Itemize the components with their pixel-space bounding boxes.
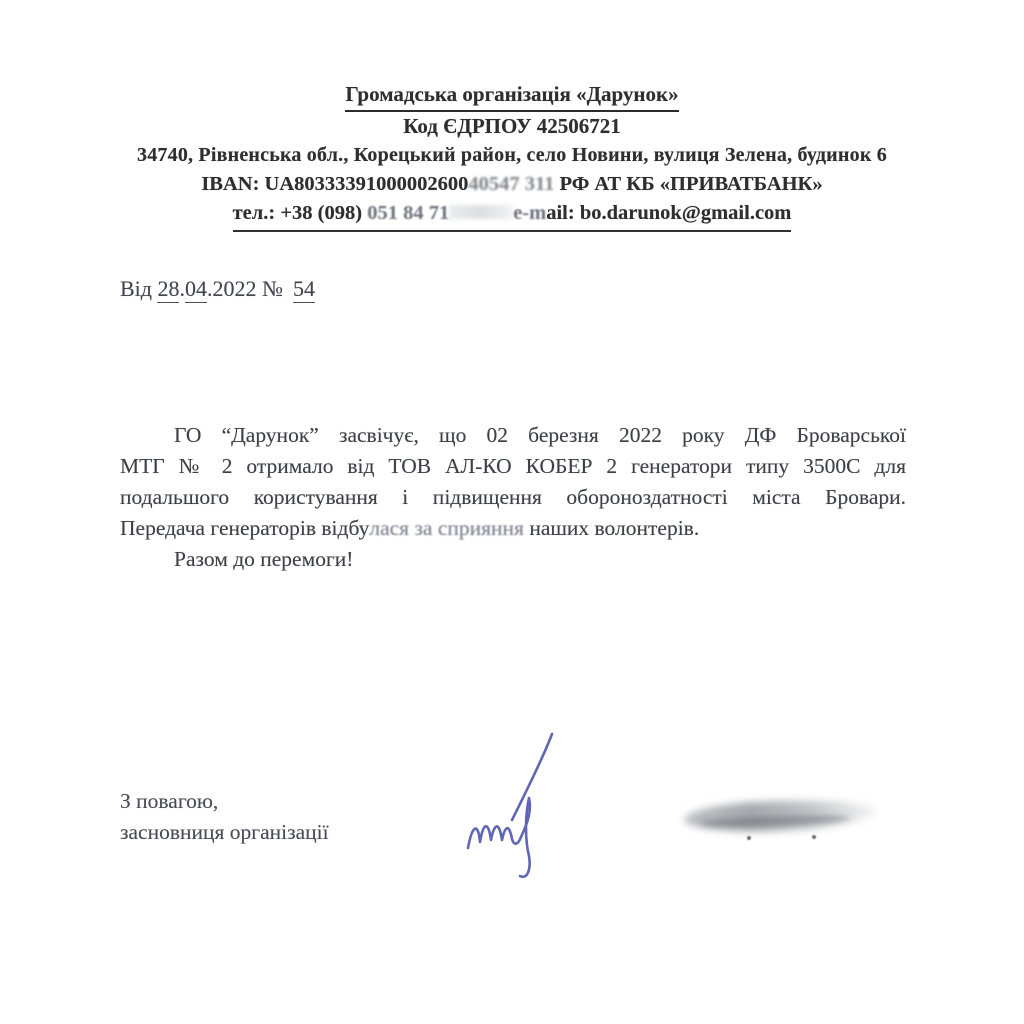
slogan-line: Разом до перемоги! <box>174 547 354 571</box>
iban-redacted-part: 40547 311 <box>468 173 555 195</box>
tel-number-faded: 051 84 71 <box>367 202 450 224</box>
body-line-4-start: Передача генераторів відбу <box>120 516 370 540</box>
iban-line <box>0 170 1024 199</box>
org-name: Громадська організація «Дарунок» <box>345 80 678 112</box>
ref-year: .2022 <box>206 276 262 301</box>
ref-prefix: Від <box>120 276 158 301</box>
body-line-4-faded: лася за сприяння <box>369 516 524 540</box>
closing-block <box>120 786 329 848</box>
closing-salutation: З повагою, <box>120 789 219 813</box>
address-line: 34740, Рівненська обл., Корецький район, село Новини, вулиця Зелена, будинок 6 <box>137 144 887 166</box>
letterhead <box>0 80 1024 232</box>
redaction-smear <box>449 205 513 219</box>
org-name-line <box>0 80 1024 112</box>
iban-bank-name: РФ АТ КБ «ПРИВАТБАНК» <box>554 173 823 195</box>
ref-month: 04 <box>184 276 207 301</box>
email-label: ail: <box>546 202 580 224</box>
body-line-2: МТГ № 2 отримало від ТОВ АЛ-КО КОБЕР 2 генератори типу 3500С для <box>120 454 906 478</box>
email-prefix-faded: e-m <box>513 202 547 224</box>
signature-scribble <box>468 798 530 877</box>
edrpou-line: Код ЄДРПОУ 42506721 <box>403 114 621 138</box>
ref-number: 54 <box>292 276 315 301</box>
tel-label: тел.: +38 (098) <box>232 202 368 224</box>
smudge-artifact-dot <box>812 835 816 839</box>
ref-dot: . <box>179 276 185 301</box>
ref-no-sign: № <box>261 276 283 301</box>
reference-line <box>120 276 315 302</box>
body-line-4 <box>120 513 906 544</box>
signature-tall-stroke <box>512 734 552 820</box>
contact-line <box>0 199 1024 232</box>
email-address: bo.darunok@gmail.com <box>579 202 792 224</box>
contact-underlined <box>233 199 792 232</box>
smudge-artifact-dot <box>747 836 751 840</box>
body-line-3: подальшого користування і підвищення обороноздатності міста Бровари. <box>120 485 906 509</box>
iban-label: IBAN: <box>201 173 265 195</box>
handwritten-signature <box>452 726 602 886</box>
iban-clear-part: UA80333391000002600 <box>264 173 469 195</box>
closing-role: засновниця організації <box>120 820 329 844</box>
body-line-4-end: наших волонтерів. <box>523 516 700 540</box>
body-line-1: ГО “Дарунок” засвічує, що 02 березня 2022 року ДФ Броварської <box>174 423 906 447</box>
ref-day: 28 <box>157 276 180 301</box>
letter-body <box>120 420 906 575</box>
